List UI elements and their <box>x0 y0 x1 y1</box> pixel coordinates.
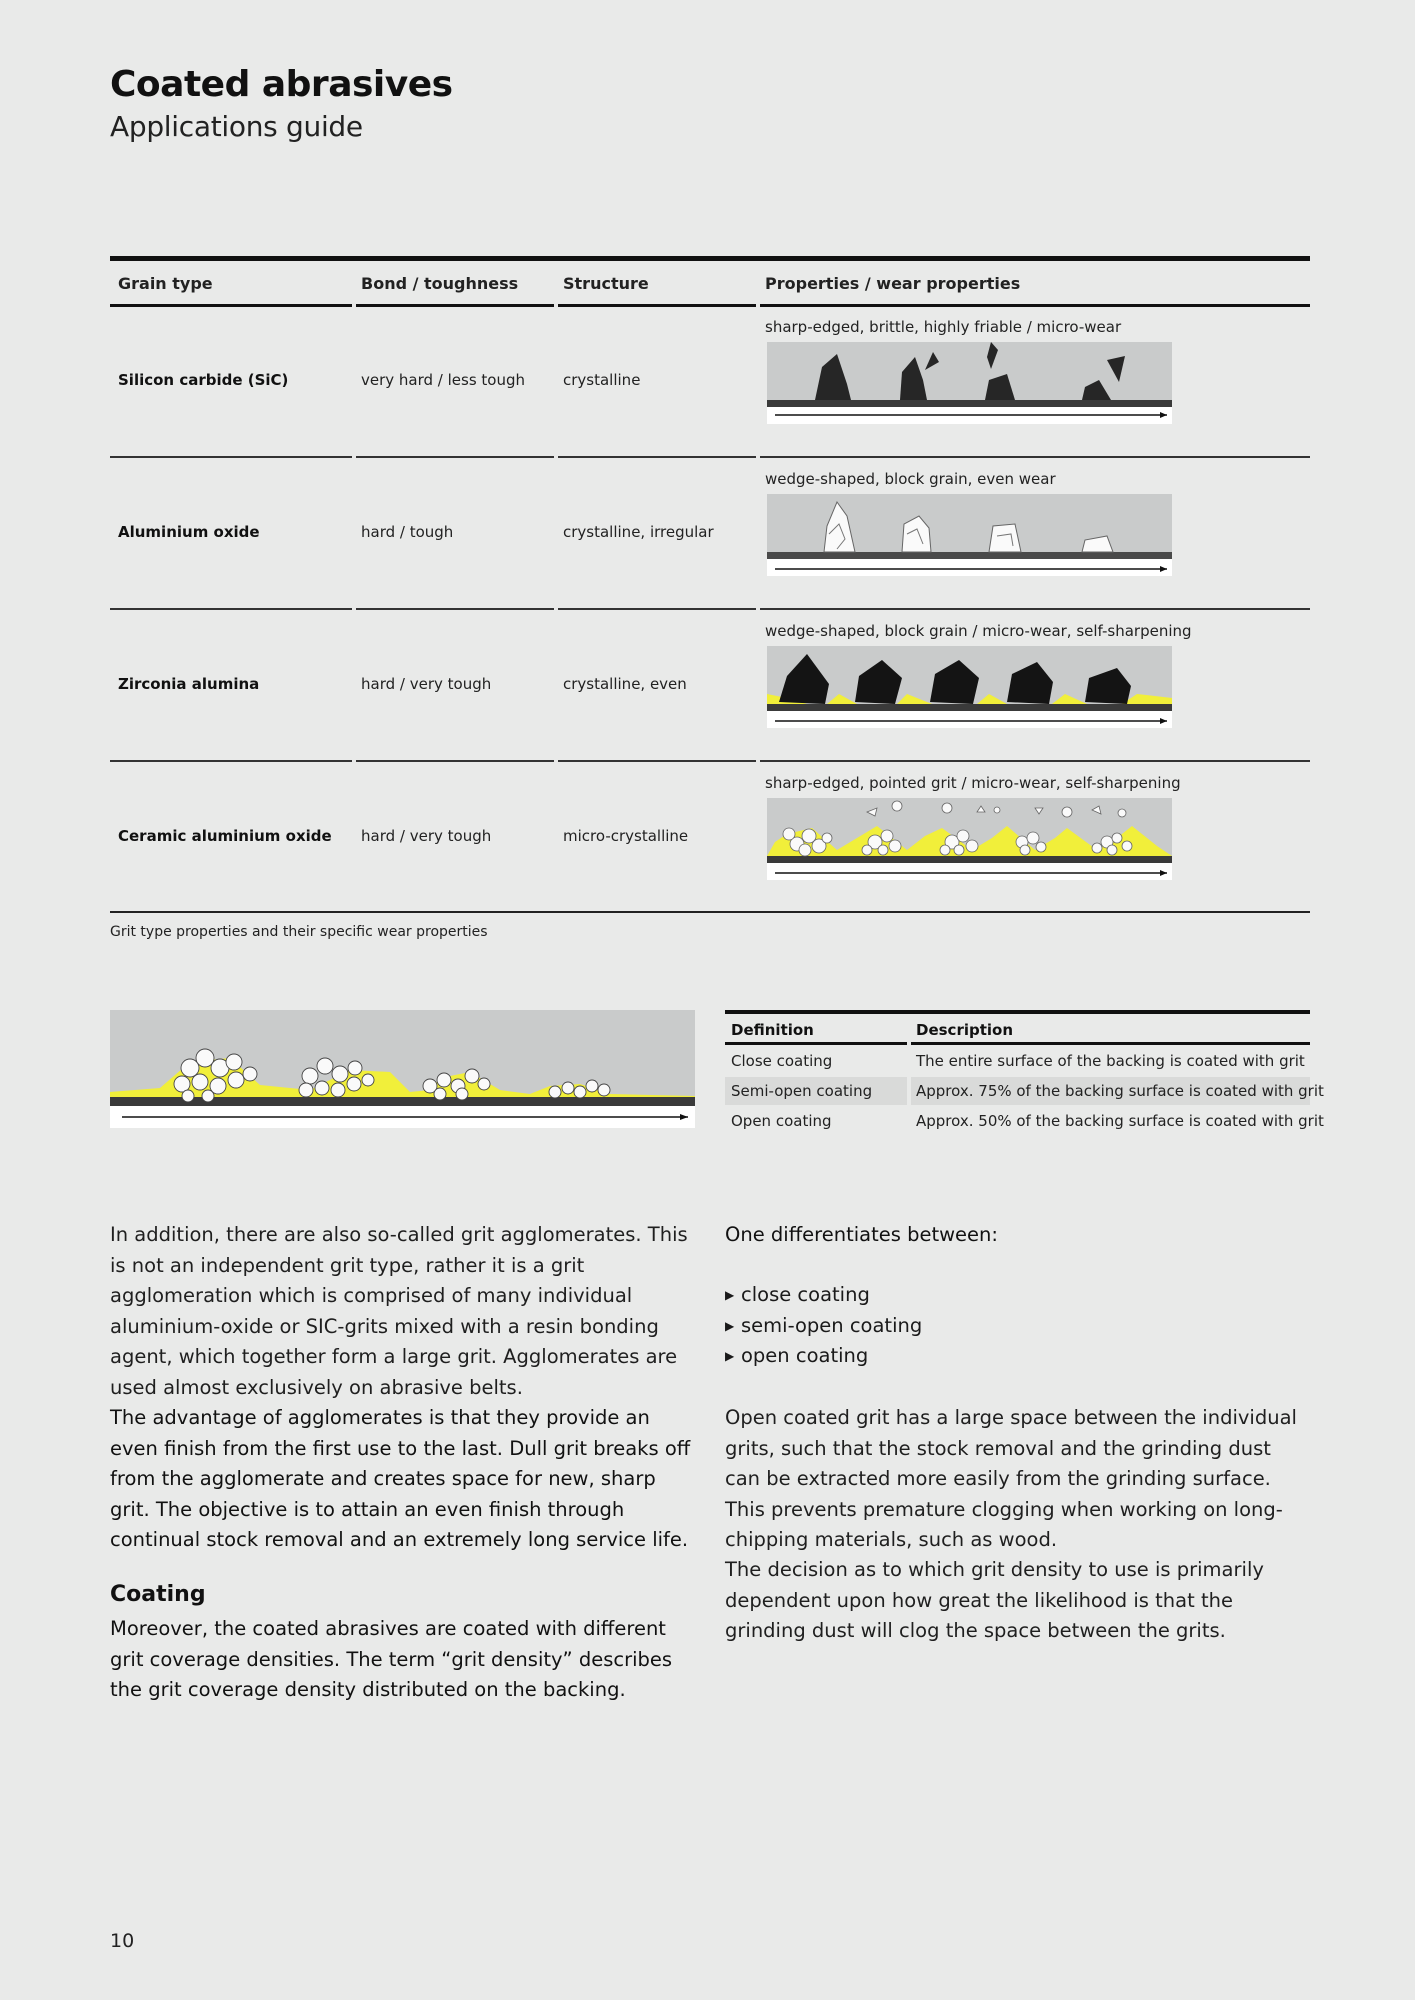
description-cell: Approx. 75% of the backing surface is coated with grit <box>916 1082 1324 1100</box>
agglomerates-paragraph: In addition, there are also so-called grit agglomerates. This is not an independent grit type, rather it is a grit agglomeration which is comprised of many individual aluminium-oxide or SIC-grits mixed with a resin bonding agent, which together form a large grit. Agglomerates are used almost exclusively on abrasive belts. <box>110 1223 688 1399</box>
header-structure: Structure <box>563 274 649 293</box>
list-item <box>725 1341 922 1372</box>
definition-cell: Semi-open coating <box>731 1082 873 1100</box>
header-properties: Properties / wear properties <box>765 274 1021 293</box>
grain-bond: hard / very tough <box>361 827 492 845</box>
page-number: 10 <box>110 1930 135 1952</box>
description-cell: The entire surface of the backing is coated with grit <box>916 1052 1305 1070</box>
definition-cell: Close coating <box>731 1052 833 1070</box>
row-rule <box>558 456 756 458</box>
row-rule <box>356 456 554 458</box>
row-rule <box>356 608 554 610</box>
table-row <box>725 1047 1310 1075</box>
header-description: Description <box>916 1021 1014 1039</box>
list-item <box>725 1311 922 1342</box>
grit-density-decision-paragraph: The decision as to which grit density to use is primarily dependent upon how great the likelihood is that the grinding dust will clog the space between the grits. <box>725 1558 1264 1642</box>
header-bond: Bond / toughness <box>361 274 519 293</box>
sic-wear-illustration <box>767 342 1172 424</box>
page-title: Coated abrasives <box>110 64 453 105</box>
grain-structure: crystalline <box>563 371 641 389</box>
row-rule <box>110 456 352 458</box>
table-caption: Grit type properties and their specific wear properties <box>110 924 488 940</box>
grain-name: Zirconia alumina <box>118 675 260 693</box>
row-rule <box>110 760 352 762</box>
grain-structure: crystalline, irregular <box>563 523 714 541</box>
grain-structure: micro-crystalline <box>563 827 689 845</box>
table-row <box>725 1077 1324 1105</box>
header-definition: Definition <box>731 1021 814 1039</box>
row-rule <box>760 456 1310 458</box>
grain-structure: crystalline, even <box>563 675 687 693</box>
grain-bond: hard / tough <box>361 523 454 541</box>
header-grain-type: Grain type <box>118 274 213 293</box>
row-rule <box>110 608 352 610</box>
grain-bond: very hard / less tough <box>361 371 526 389</box>
grain-name: Ceramic aluminium oxide <box>118 827 332 845</box>
coating-density-illustration <box>110 1010 695 1128</box>
def-header-rule <box>911 1042 1310 1045</box>
coating-paragraph: Moreover, the coated abrasives are coated with different grit coverage densities. The term “grit density” describes the grit coverage density distributed on the backing. <box>110 1617 673 1701</box>
header-rule <box>558 304 756 307</box>
grain-properties: wedge-shaped, block grain, even wear <box>765 470 1056 488</box>
list-item-label: close coating <box>741 1283 870 1306</box>
triangle-bullet-icon: ▶ <box>725 1288 735 1302</box>
triangle-bullet-icon: ▶ <box>725 1349 735 1363</box>
row-rule <box>760 760 1310 762</box>
list-item-label: open coating <box>741 1344 869 1367</box>
header-rule <box>760 304 1310 307</box>
agglomerates-advantage-paragraph: The advantage of agglomerates is that they provide an even finish from the first use to the last. Dull grit breaks off from the agglomerate and creates space for new, sharp grit. The objective is to attain an even finish through continual stock removal and an extremely long service life. <box>110 1406 691 1551</box>
definition-cell: Open coating <box>731 1112 832 1130</box>
grain-properties: sharp-edged, pointed grit / micro-wear, self-sharpening <box>765 774 1181 792</box>
differentiates-intro: One differentiates between: <box>725 1223 998 1246</box>
list-item-label: semi-open coating <box>741 1313 923 1337</box>
table-row <box>725 1107 1324 1135</box>
list-item <box>725 1280 922 1311</box>
grain-name: Aluminium oxide <box>118 523 260 541</box>
def-table-top-rule <box>725 1010 1310 1014</box>
coating-heading: Coating <box>110 1582 206 1607</box>
table-bottom-rule <box>110 911 1310 913</box>
row-rule <box>558 760 756 762</box>
open-coating-paragraph: Open coated grit has a large space between the individual grits, such that the stock removal and the grinding dust can be extracted more easily from the grinding surface. This prevents premature clogging when working on long-chipping materials, such as wood. <box>725 1406 1297 1551</box>
grain-name: Silicon carbide (SiC) <box>118 371 289 389</box>
header-rule <box>110 304 352 307</box>
page-subtitle: Applications guide <box>110 110 363 143</box>
table-top-rule <box>110 256 1310 261</box>
grain-properties: sharp-edged, brittle, highly friable / micro-wear <box>765 318 1122 336</box>
header-rule <box>356 304 554 307</box>
description-cell: Approx. 50% of the backing surface is coated with grit <box>916 1112 1324 1130</box>
coating-types-list <box>725 1280 922 1372</box>
zirconia-wear-illustration <box>767 646 1172 728</box>
aluminium-oxide-wear-illustration <box>767 494 1172 576</box>
row-rule <box>356 760 554 762</box>
row-rule <box>558 608 756 610</box>
triangle-bullet-icon: ▶ <box>725 1318 735 1333</box>
ceramic-wear-illustration <box>767 798 1172 880</box>
def-header-rule <box>725 1042 907 1045</box>
grain-properties: wedge-shaped, block grain / micro-wear, self-sharpening <box>765 622 1192 640</box>
grain-bond: hard / very tough <box>361 675 492 693</box>
row-rule <box>760 608 1310 610</box>
